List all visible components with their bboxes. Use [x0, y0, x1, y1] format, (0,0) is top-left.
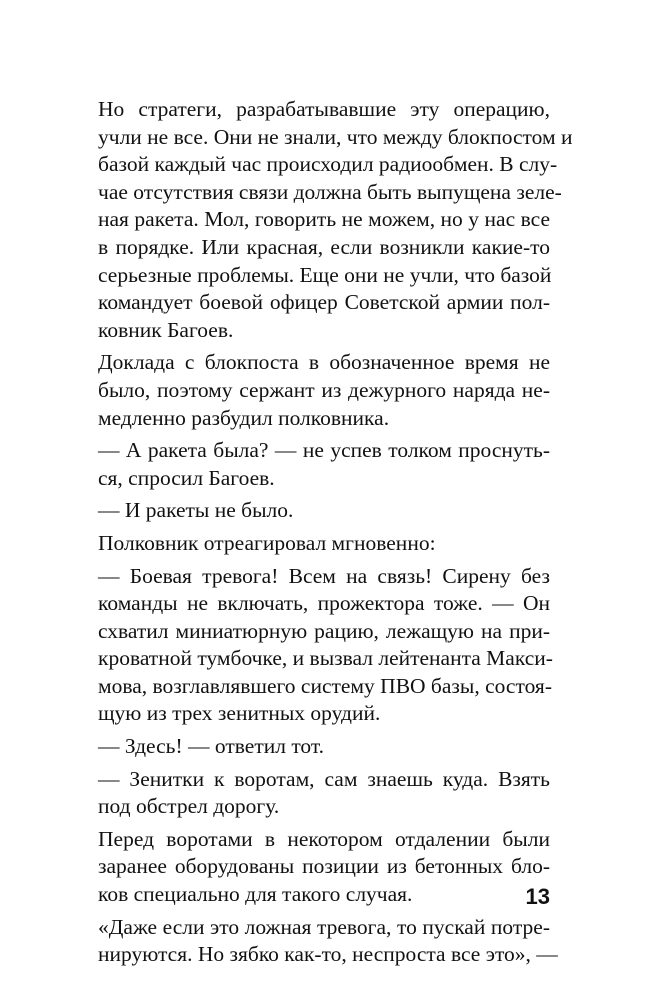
- text-line: нируются. Но зябко как-то, неспроста все это», —: [98, 942, 558, 967]
- text-line: медленно разбудил полковника.: [98, 405, 390, 430]
- text-line: — И ракеты не было.: [98, 498, 294, 523]
- text-line: учли не все. Они не знали, что между блокпостом и: [98, 124, 573, 149]
- text-line: мова, возглавлявшего систему ПВО базы, состоя-: [98, 673, 552, 698]
- text-line: ная ракета. Мол, говорить не можем, но у нас все: [98, 207, 550, 232]
- text-line: команды не включать, прожектора тоже. — Он: [98, 591, 550, 616]
- text-line: — Здесь! — ответил тот.: [98, 734, 325, 759]
- paragraph: [98, 914, 558, 969]
- text-line: базой каждый час происходил радиообмен. В слу-: [98, 152, 558, 177]
- text-line: — Боевая тревога! Всем на связь! Сирену без: [98, 563, 550, 588]
- text-line: Но стратеги, разрабатывавшие эту операцию,: [98, 97, 550, 121]
- text-line: ковник Багоев.: [98, 317, 234, 342]
- text-line: Полковник отреагировал мгновенно:: [98, 530, 436, 555]
- text-line: было, поэтому сержант из дежурного наряда не-: [98, 377, 550, 402]
- text-line: ков специально для такого случая.: [98, 882, 413, 907]
- text-line: кроватной тумбочке, и вызвал лейтенанта Макси-: [98, 646, 553, 671]
- text-line: под обстрел дорогу.: [98, 794, 280, 819]
- text-line: в порядке. Или красная, если возникли какие-то: [98, 234, 550, 259]
- text-line: щую из трех зенитных орудий.: [98, 701, 381, 726]
- paragraph: [98, 437, 550, 492]
- page-number: 13: [525, 884, 550, 909]
- paragraph: [98, 96, 573, 344]
- text-line: серьезные проблемы. Еще они не учли, что базой: [98, 262, 552, 287]
- text-line: схватил миниатюрную рацию, лежащую на при-: [98, 618, 550, 643]
- text-line: командует боевой офицер Советской армии пол-: [98, 290, 550, 315]
- text-line: «Даже если это ложная тревога, то пускай потре-: [98, 914, 550, 939]
- text-line: ся, спросил Багоев.: [98, 465, 275, 490]
- text-line: чае отсутствия связи должна быть выпущена зеле-: [98, 179, 562, 204]
- paragraph: [98, 733, 550, 761]
- paragraph: [98, 766, 550, 821]
- text-line: Перед воротами в некотором отдалении были: [98, 826, 550, 851]
- paragraph: [98, 497, 550, 525]
- paragraph: [98, 563, 553, 729]
- text-line: Доклада с блокпоста в обозначенное время не: [98, 350, 550, 375]
- paragraph: [98, 530, 550, 558]
- paragraph: [98, 349, 550, 432]
- text-line: заранее оборудованы позиции из бетонных бло-: [98, 854, 550, 879]
- text-line: — А ракета была? — не успев толком проснуть-: [98, 438, 550, 463]
- text-line: — Зенитки к воротам, сам знаешь куда. Взять: [98, 766, 550, 791]
- paragraph: [98, 826, 550, 909]
- body-text: [98, 96, 573, 969]
